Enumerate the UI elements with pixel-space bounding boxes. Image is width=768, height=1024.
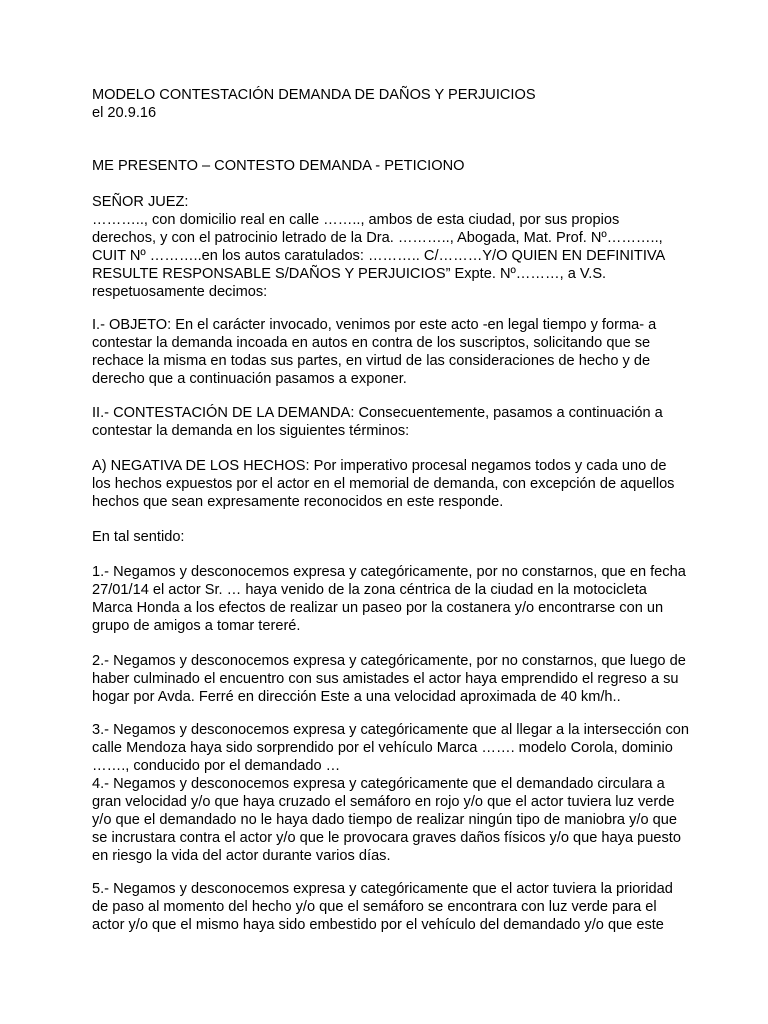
list-item-5: 5.- Negamos y desconocemos expresa y categóricamente que el actor tuviera la prioridad de paso al momento del hecho y/o que el semáforo se encontrara con luz verde para el actor y/o que el mismo haya sido embestido por el vehículo del demandado y/o que este bbox=[92, 881, 673, 933]
objeto-paragraph: I.- OBJETO: En el carácter invocado, venimos por este acto -en legal tiempo y forma- a contestar la demanda incoada en autos en contra de los suscriptos, solicitando que se rechace la misma en todas sus partes, en virtud de las consideraciones de hecho y de derecho que a continuación pasamos a exponer. bbox=[92, 317, 657, 387]
negativa-paragraph: A) NEGATIVA DE LOS HECHOS: Por imperativo procesal negamos todos y cada uno de los hechos expuestos por el actor en el memorial de demanda, con excepción de aquellos hechos que sean expresamente reconocidos en este responde. bbox=[92, 458, 675, 510]
list-item-1: 1.- Negamos y desconocemos expresa y categóricamente, por no constarnos, que en fecha 27/01/14 el actor Sr. … haya venido de la zona céntrica de la ciudad en la motocicleta Marca Honda a los efectos de realizar un paseo por la costanera y/o encontrarse con un grupo de amigos a tomar tereré. bbox=[92, 564, 686, 634]
list-item-3-4: 3.- Negamos y desconocemos expresa y categóricamente que al llegar a la intersección con calle Mendoza haya sido sorprendido por el vehículo Marca ……. modelo Corola, dominio ……., conducido por el demandado … 4.- Negamos y desconocemos expresa y categóricamente que el demandado circulara a gran velocidad y/o que haya cruzado el semáforo en rojo y/o que el actor tuviera luz verde y/o que el demandado no le haya dado tiempo de realizar ningún tipo de maniobra y/o que se incrustara contra el actor y/o que le provocara graves daños físicos y/o que haya puesto en riesgo la vida del actor durante varios días. bbox=[92, 722, 690, 864]
document-title: MODELO CONTESTACIÓN DEMANDA DE DAÑOS Y PERJUICIOS el 20.9.16 bbox=[92, 87, 536, 121]
intro-paragraph: SEÑOR JUEZ: ……….., con domicilio real en calle …….., ambos de esta ciudad, por sus propios derechos, y con el patrocinio letrado de la Dra. ……….., Abogada, Mat. Prof. Nº……….., CUIT Nº ………..en los autos caratulados: ……….. C/………Y/O QUIEN EN DEFINITIVA RESULTE RESPONSABLE S/DAÑOS Y PERJUICIOS” Expte. Nº………, a V.S. respetuosamente decimos: bbox=[92, 194, 666, 300]
en-tal-sentido-paragraph: En tal sentido: bbox=[92, 529, 185, 545]
list-item-2: 2.- Negamos y desconocemos expresa y categóricamente, por no constarnos, que luego de haber culminado el encuentro con sus amistades el actor haya emprendido el regreso a su hogar por Avda. Ferré en dirección Este a una velocidad aproximada de 40 km/h.. bbox=[92, 653, 686, 705]
section-heading: ME PRESENTO – CONTESTO DEMANDA - PETICIONO bbox=[92, 158, 465, 174]
contestacion-paragraph: II.- CONTESTACIÓN DE LA DEMANDA: Consecuentemente, pasamos a continuación a contestar la demanda en los siguientes términos: bbox=[92, 405, 663, 439]
